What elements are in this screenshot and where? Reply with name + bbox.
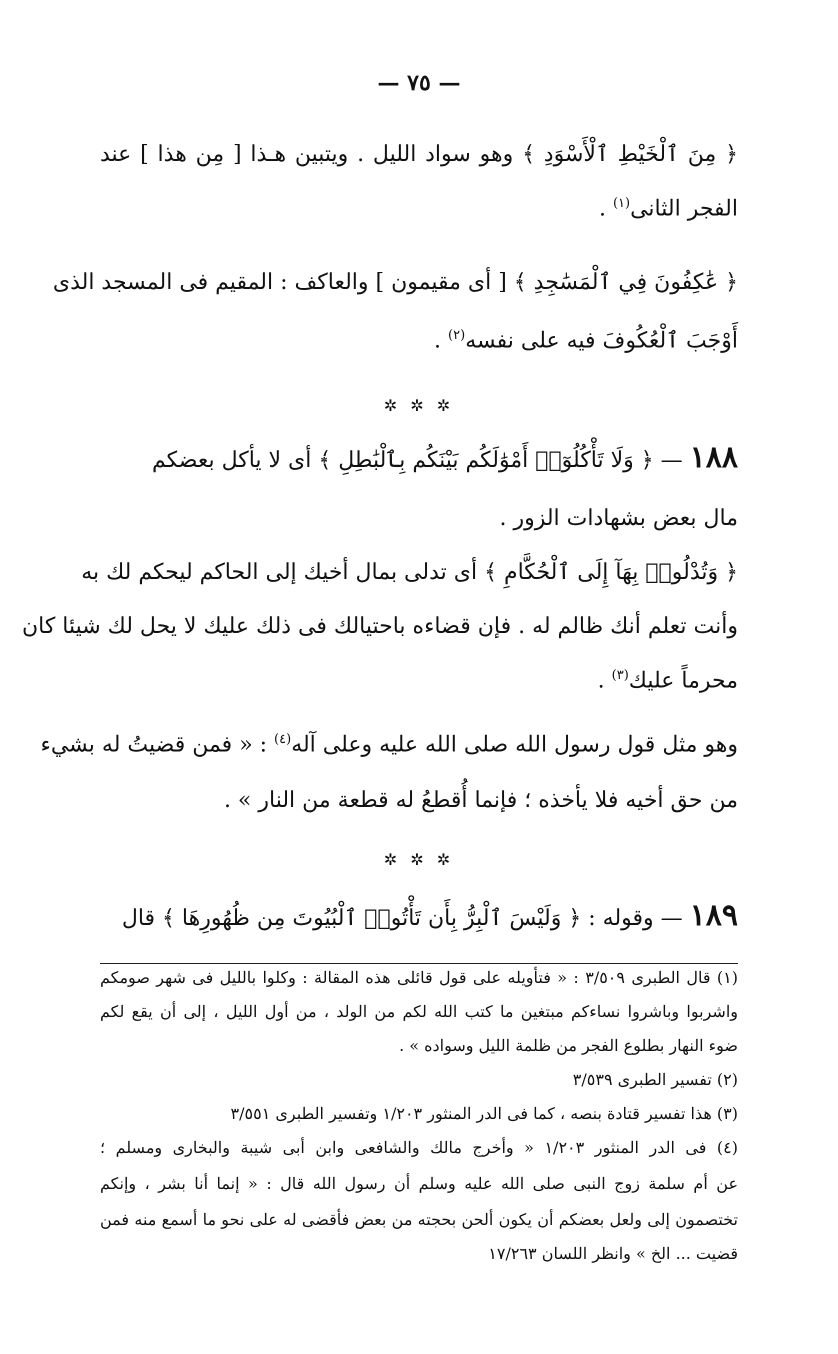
p2-line1: ﴿ عَٰكِفُونَ فِي ٱلْمَسَٰجِدِ ﴾ [ أى مقيمون ] والعاكف : المقيم فى المسجد الذى (52, 270, 738, 295)
p4-line1 (40, 732, 738, 759)
footnote-1-line2: واشربوا وباشروا نساءكم مبتغين ما كتب الله لكم من الولد ، من أول الليل ، إلى أن يقع لكم (100, 1002, 738, 1021)
p1-line1: ﴿ مِنَ ٱلْخَيْطِ ٱلْأَسْوَدِ ﴾ وهو سواد الليل . ويتبين هـذا [ مِن هذا ] عند (100, 142, 738, 167)
section-separator-2: ✲ ✲ ✲ (383, 850, 455, 869)
p1-line2 (100, 196, 738, 223)
p3-line2: وأنت تعلم أنك ظالم له . فإن قضاءه باحتيالك فى ذلك عليك لا يحل لك شيئا كان (21, 614, 738, 639)
footnote-2: (٢) تفسير الطبرى ٣/٥٣٩ (572, 1070, 738, 1089)
footnote-divider (100, 963, 738, 964)
p4-line1-text-b: : « فمن قضيتُ له بشيء (40, 732, 275, 758)
v189-line1 (100, 898, 738, 934)
p4-line2: من حق أخيه فلا يأخذه ؛ فإنما أُقطعُ له قطعة من النار » . (223, 788, 738, 813)
p2-line2-end: . (434, 328, 449, 354)
footnote-4-line4: قضيت ... الخ » وانظر اللسان ١٧/٢٦٣ (488, 1244, 738, 1263)
footnote-ref-3: (٣) (611, 668, 629, 683)
footnote-4-line2: عن أم سلمة زوج النبى صلى الله عليه وسلم أن رسول الله قال : « إنما أنا بشر ، وإنكم (100, 1174, 738, 1193)
footnote-3: (٣) هذا تفسير قتادة بنصه ، كما فى الدر المنثور ١/٢٠٣ وتفسير الطبرى ٣/٥٥١ (230, 1104, 738, 1123)
p2-line2 (100, 328, 738, 355)
footnote-ref-4: (٤) (274, 732, 292, 747)
footnote-1-line1: (١) قال الطبرى ٣/٥٠٩ : « فتأويله على قول قائلى هذه المقالة : وكلوا بالليل فى شهر صومكم (100, 968, 739, 987)
footnote-4-line3: تختصمون إلى ولعل بعضكم أن يكون ألحن بحجته من بعض فأقضى له على نحو ما أسمع منه فمن (100, 1210, 738, 1229)
p3-line1: ﴿ وَتُدْلُوا۟ بِهَآ إِلَى ٱلْحُكَّامِ ﴾ أى تدلى بمال أخيك إلى الحاكم ليحكم لك به (81, 560, 738, 585)
footnote-4-line1: (٤) فى الدر المنثور ١/٢٠٣ « وأخرج مالك والشافعى وابن أبى شيبة والبخارى ومسلم ؛ (100, 1138, 739, 1157)
v189-line1-text: — وقوله : ﴿ وَلَيْسَ ٱلْبِرُّ بِأَن تَأْتُوا۟ ٱلْبُيُوتَ مِن ظُهُورِهَا ﴾ قال (121, 906, 690, 931)
v188-line2: مال بعض بشهادات الزور . (499, 506, 738, 531)
p1-line2-text: الفجر الثانى (630, 196, 738, 222)
p2-line2-text: أَوْجَبَ ٱلْعُكُوفَ فيه على نفسه (465, 328, 738, 354)
section-separator-1: ✲ ✲ ✲ (383, 396, 455, 415)
p1-line2-end: . (598, 196, 613, 222)
footnote-ref-1: (١) (612, 196, 631, 211)
page-number: — ٧٥ — (377, 70, 461, 96)
verse-number-189: ١٨٩ (689, 898, 738, 933)
verse-number-188: ١٨٨ (689, 440, 738, 475)
p3-line3-end: . (597, 668, 612, 694)
footnote-ref-2: (٢) (448, 328, 466, 343)
footnote-1-line3: ضوء النهار بطلوع الفجر من ظلمة الليل وسواده » . (399, 1036, 738, 1055)
p3-line3 (100, 668, 738, 695)
v188-line1-text: — ﴿ وَلَا تَأْكُلُوٓا۟ أَمْوَٰلَكُم بَيْنَكُم بِٱلْبَٰطِلِ ﴾ أى لا يأكل بعضكم (151, 448, 690, 473)
p3-line3-text: محرماً عليك (628, 668, 738, 694)
v188-line1 (100, 440, 738, 476)
p4-line1-text-a: وهو مثل قول رسول الله صلى الله عليه وعلى آله (291, 732, 738, 758)
